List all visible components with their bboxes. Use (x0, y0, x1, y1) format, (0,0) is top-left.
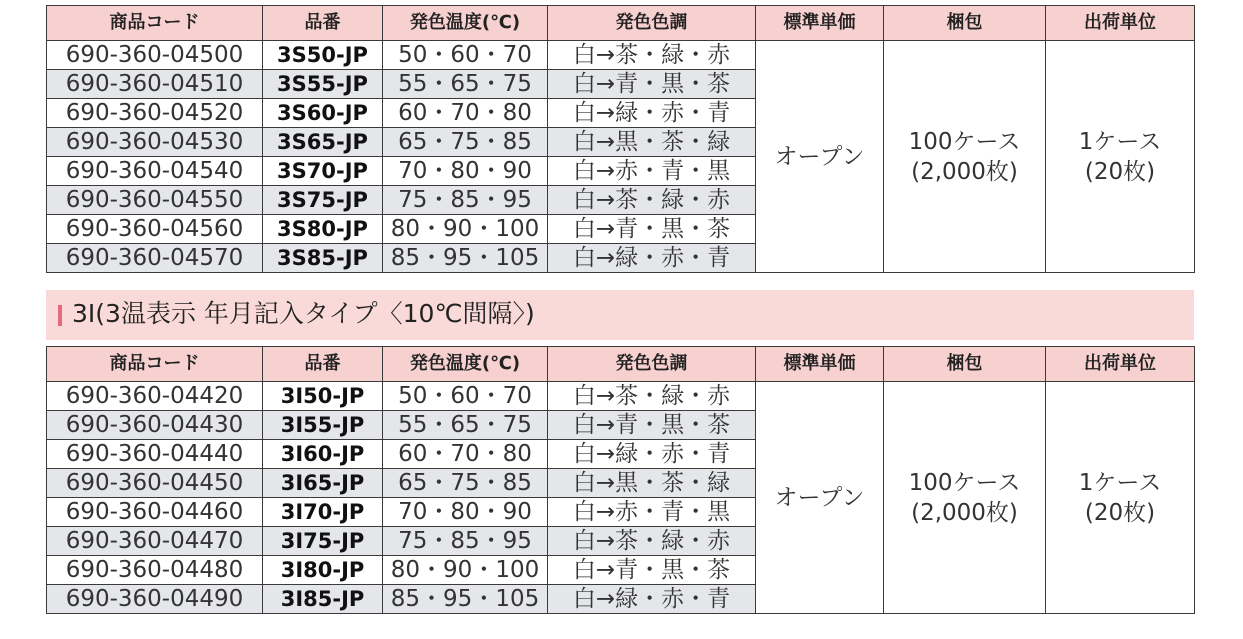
table-row (47, 382, 1195, 411)
cell-temperature: 70・80・90 (383, 157, 548, 186)
cell-temperature: 50・60・70 (383, 41, 548, 70)
cell-color-tone: 白→茶・緑・赤 (548, 527, 756, 556)
packing-line: (2,000枚) (911, 158, 1018, 185)
cell-shipping-unit (1046, 41, 1195, 273)
shipping-unit-line: (20枚) (1084, 499, 1156, 526)
cell-product-code: 690-360-04570 (47, 244, 263, 273)
cell-color-tone: 白→青・黒・茶 (548, 70, 756, 99)
cell-temperature: 85・95・105 (383, 585, 548, 614)
cell-color-tone: 白→青・黒・茶 (548, 215, 756, 244)
cell-part-number: 3I60-JP (263, 440, 383, 469)
cell-product-code: 690-360-04450 (47, 469, 263, 498)
cell-temperature: 65・75・85 (383, 128, 548, 157)
cell-temperature: 85・95・105 (383, 244, 548, 273)
header-product-code: 商品コード (47, 6, 263, 41)
header-temperature: 発色温度(℃) (383, 347, 548, 382)
header-packing: 梱包 (884, 6, 1046, 41)
header-temperature: 発色温度(℃) (383, 6, 548, 41)
cell-temperature: 80・90・100 (383, 556, 548, 585)
cell-unit-price: オープン (756, 41, 884, 273)
table-row (47, 41, 1195, 70)
header-unit-price: 標準単価 (756, 347, 884, 382)
cell-part-number: 3S50-JP (263, 41, 383, 70)
cell-product-code: 690-360-04420 (47, 382, 263, 411)
cell-color-tone: 白→茶・緑・赤 (548, 41, 756, 70)
cell-product-code: 690-360-04500 (47, 41, 263, 70)
cell-color-tone: 白→緑・赤・青 (548, 585, 756, 614)
cell-temperature: 55・65・75 (383, 70, 548, 99)
cell-product-code: 690-360-04540 (47, 157, 263, 186)
cell-temperature: 55・65・75 (383, 411, 548, 440)
cell-color-tone: 白→茶・緑・赤 (548, 382, 756, 411)
shipping-unit-line: 1ケース (1078, 128, 1162, 155)
cell-part-number: 3S75-JP (263, 186, 383, 215)
packing-line: 100ケース (908, 469, 1021, 496)
cell-product-code: 690-360-04520 (47, 99, 263, 128)
cell-color-tone: 白→赤・青・黒 (548, 498, 756, 527)
cell-color-tone: 白→茶・緑・赤 (548, 186, 756, 215)
cell-temperature: 50・60・70 (383, 382, 548, 411)
header-packing: 梱包 (884, 347, 1046, 382)
shipping-unit-line: 1ケース (1078, 469, 1162, 496)
cell-temperature: 75・85・95 (383, 527, 548, 556)
product-table-3i (46, 346, 1195, 614)
cell-product-code: 690-360-04470 (47, 527, 263, 556)
header-part-number: 品番 (263, 6, 383, 41)
section-accent-bar (58, 305, 62, 326)
cell-temperature: 60・70・80 (383, 99, 548, 128)
cell-product-code: 690-360-04430 (47, 411, 263, 440)
header-shipping-unit: 出荷単位 (1046, 6, 1195, 41)
packing-line: 100ケース (908, 128, 1021, 155)
header-unit-price: 標準単価 (756, 6, 884, 41)
cell-product-code: 690-360-04480 (47, 556, 263, 585)
cell-temperature: 60・70・80 (383, 440, 548, 469)
cell-product-code: 690-360-04560 (47, 215, 263, 244)
cell-part-number: 3S55-JP (263, 70, 383, 99)
cell-color-tone: 白→緑・赤・青 (548, 244, 756, 273)
cell-packing (884, 41, 1046, 273)
cell-color-tone: 白→青・黒・茶 (548, 556, 756, 585)
cell-unit-price: オープン (756, 382, 884, 614)
packing-line: (2,000枚) (911, 499, 1018, 526)
cell-part-number: 3I50-JP (263, 382, 383, 411)
cell-color-tone: 白→緑・赤・青 (548, 99, 756, 128)
cell-product-code: 690-360-04460 (47, 498, 263, 527)
header-shipping-unit: 出荷単位 (1046, 347, 1195, 382)
cell-part-number: 3S65-JP (263, 128, 383, 157)
cell-packing (884, 382, 1046, 614)
cell-part-number: 3I55-JP (263, 411, 383, 440)
cell-product-code: 690-360-04550 (47, 186, 263, 215)
cell-temperature: 75・85・95 (383, 186, 548, 215)
cell-color-tone: 白→黒・茶・緑 (548, 469, 756, 498)
cell-product-code: 690-360-04530 (47, 128, 263, 157)
cell-part-number: 3I70-JP (263, 498, 383, 527)
cell-part-number: 3I85-JP (263, 585, 383, 614)
cell-part-number: 3I75-JP (263, 527, 383, 556)
cell-color-tone: 白→黒・茶・緑 (548, 128, 756, 157)
header-color-tone: 発色色調 (548, 347, 756, 382)
cell-temperature: 70・80・90 (383, 498, 548, 527)
cell-part-number: 3I65-JP (263, 469, 383, 498)
cell-product-code: 690-360-04440 (47, 440, 263, 469)
shipping-unit-line: (20枚) (1084, 158, 1156, 185)
cell-part-number: 3S85-JP (263, 244, 383, 273)
table-header-row (47, 347, 1195, 382)
header-part-number: 品番 (263, 347, 383, 382)
cell-shipping-unit (1046, 382, 1195, 614)
cell-temperature: 65・75・85 (383, 469, 548, 498)
cell-part-number: 3I80-JP (263, 556, 383, 585)
section-title: 3I(3温表示 年月記入タイプ〈10℃間隔〉) (72, 299, 535, 328)
header-color-tone: 発色色調 (548, 6, 756, 41)
product-table-3s (46, 5, 1195, 273)
cell-part-number: 3S70-JP (263, 157, 383, 186)
cell-temperature: 80・90・100 (383, 215, 548, 244)
cell-color-tone: 白→緑・赤・青 (548, 440, 756, 469)
header-product-code: 商品コード (47, 347, 263, 382)
table-header-row (47, 6, 1195, 41)
cell-part-number: 3S60-JP (263, 99, 383, 128)
cell-color-tone: 白→青・黒・茶 (548, 411, 756, 440)
cell-part-number: 3S80-JP (263, 215, 383, 244)
cell-color-tone: 白→赤・青・黒 (548, 157, 756, 186)
cell-product-code: 690-360-04490 (47, 585, 263, 614)
cell-product-code: 690-360-04510 (47, 70, 263, 99)
section-header-3i (46, 290, 1194, 340)
